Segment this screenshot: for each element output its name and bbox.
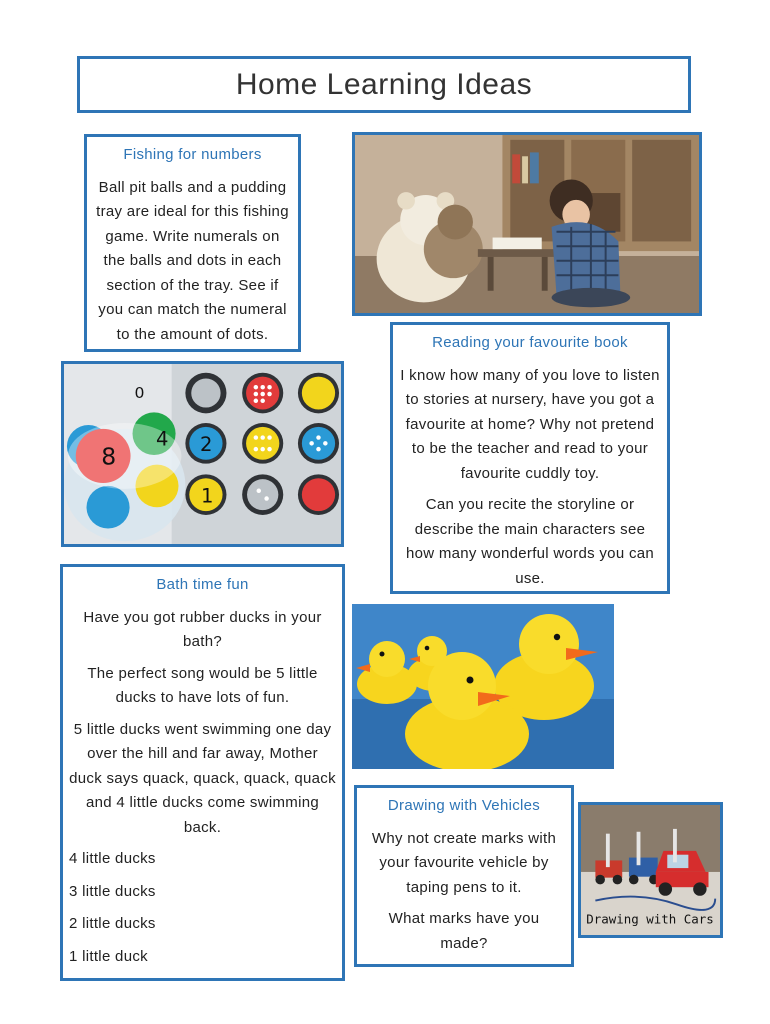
page-title: Home Learning Ideas: [235, 67, 533, 101]
ball-numeral-4: 4: [156, 427, 169, 451]
cars-photo: [578, 802, 723, 938]
list-item: 4 little ducks: [69, 850, 156, 867]
bath-text-1: Have you got rubber ducks in your bath?: [83, 608, 322, 650]
ball-numeral-2: 2: [200, 433, 213, 457]
fishing-card: [84, 134, 301, 352]
ball-numeral-8: 8: [101, 442, 117, 471]
ball-numeral-0: 0: [134, 383, 145, 402]
ball-numeral-1: 1: [201, 484, 214, 508]
drawing-text-2: What marks have you made?: [388, 910, 540, 952]
list-item: 1 little duck: [69, 947, 148, 965]
reading-heading: Reading your favourite book: [432, 334, 628, 351]
bath-card: [60, 564, 345, 981]
bath-text-2: The perfect song would be 5 little ducks to have lots of fun.: [87, 664, 318, 706]
cars-caption: Drawing with Cars: [586, 911, 714, 927]
title-box: [77, 56, 691, 113]
reading-text-2: Can you recite the storyline or describe the main characters see how many wonderful words you can use.: [405, 496, 655, 587]
fishing-heading: Fishing for numbers: [123, 146, 262, 163]
drawing-card: [354, 785, 574, 967]
reading-card: [390, 322, 670, 594]
drawing-heading: Drawing with Vehicles: [387, 797, 541, 814]
list-item: 2 little ducks: [69, 915, 156, 932]
drawing-text-1: Why not create marks with your favourite vehicle by taping pens to it.: [371, 829, 557, 896]
list-item: 3 little ducks: [69, 882, 156, 900]
bath-heading: Bath time fun: [156, 576, 249, 593]
ball-pit-photo: [61, 361, 344, 547]
ducks-photo: [352, 604, 614, 769]
reading-photo: [352, 132, 702, 316]
fishing-text: Ball pit balls and a pudding tray are ideal for this fishing game. Write numerals on the balls and dots in each section of the tray. See if you can match the numeral to the amount of dots.: [96, 178, 289, 343]
reading-text-1: I know how many of you love to listen to stories at nursery, have you got a favourite at home? Why not pretend to be the teacher and read to your favourite cuddly toy.: [400, 366, 660, 482]
bath-text-3: 5 little ducks went swimming one day over the hill and far away, Mother duck says quack, quack, quack, quack and 4 little ducks come swimming back.: [69, 720, 336, 836]
